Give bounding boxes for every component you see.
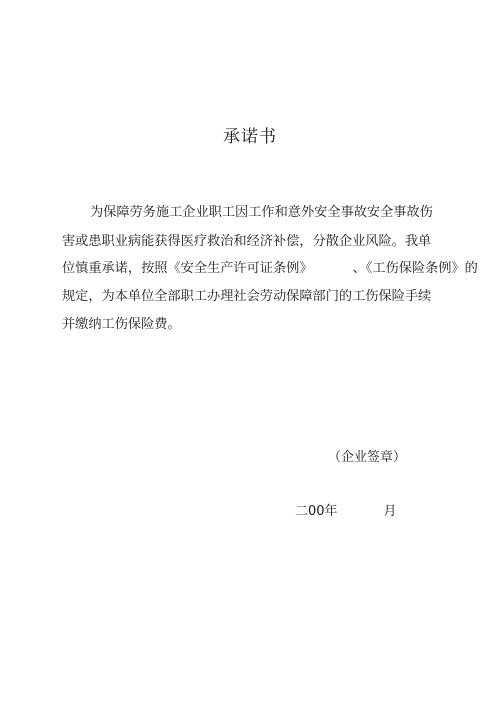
date-month: 月 bbox=[383, 504, 397, 519]
body-line-2: 害或患职业病能获得医疗救治和经济补偿，分散企业风险。我单 bbox=[62, 234, 432, 249]
date-year: 二00年 bbox=[295, 504, 338, 519]
body-line-3-part-1: 位慎重承诺，按照《安全生产许可证条例》 bbox=[62, 261, 313, 276]
body-line-3-part-2: 、《工伤保险条例》的 bbox=[352, 261, 478, 276]
body-line-5: 并缴纳工伤保险费。 bbox=[62, 317, 181, 332]
body-line-3 bbox=[62, 261, 478, 277]
body-line-4: 规定，为本单位全部职工办理社会劳动保障部门的工伤保险手续 bbox=[62, 289, 432, 304]
enterprise-seal-label: （企业签章） bbox=[328, 450, 407, 465]
document-title: 承诺书 bbox=[223, 127, 277, 147]
signature-date bbox=[295, 500, 397, 519]
body-line-1: 为保障劳务施工企业职工因工作和意外安全事故安全事故伤 bbox=[90, 205, 433, 220]
